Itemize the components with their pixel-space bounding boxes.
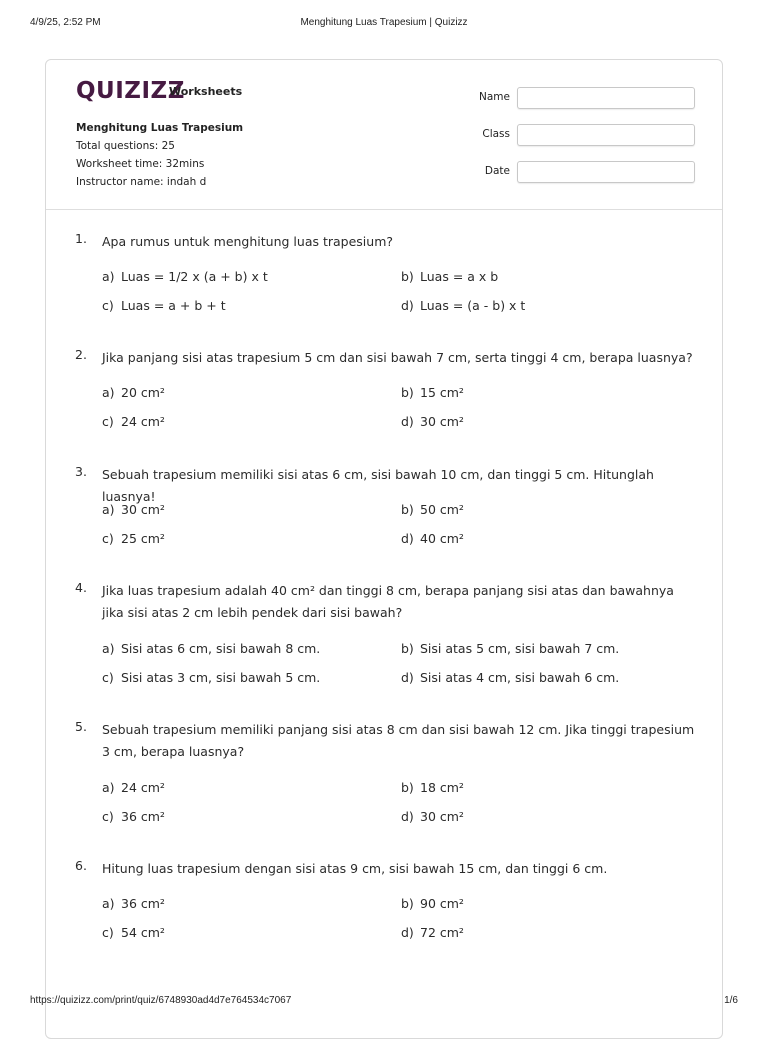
option-b: b) 18 cm² (401, 780, 464, 795)
option-d: d) 30 cm² (401, 414, 464, 429)
class-label: Class (482, 128, 510, 140)
question-number: 3. (75, 464, 87, 479)
option-b: b) Sisi atas 5 cm, sisi bawah 7 cm. (401, 641, 620, 656)
option-c: c) Luas = a + b + t (102, 298, 226, 313)
option-c: c) 36 cm² (102, 809, 165, 824)
option-c: c) 25 cm² (102, 531, 165, 546)
worksheets-label: Worksheets (169, 85, 243, 98)
print-footer (30, 995, 738, 1009)
option-d: d) 40 cm² (401, 531, 464, 546)
class-field[interactable] (517, 124, 695, 146)
total-questions: Total questions: 25 (76, 140, 175, 152)
option-c: c) 54 cm² (102, 925, 165, 940)
question-text: Apa rumus untuk menghitung luas trapesium? (102, 234, 394, 249)
question-number: 2. (75, 347, 87, 362)
option-d: d) Luas = (a - b) x t (401, 298, 526, 313)
quizizz-logo: QUIZIZZ (76, 78, 185, 104)
option-a: a) 24 cm² (102, 780, 165, 795)
worksheet-info (76, 119, 243, 191)
date-label: Date (484, 165, 510, 177)
question-text: Sebuah trapesium memiliki panjang sisi atas 8 cm dan sisi bawah 12 cm. Jika tinggi trapesium 3 cm, berapa luasnya? (102, 722, 695, 759)
question-number: 6. (75, 858, 87, 873)
print-page-title: Menghitung Luas Trapesium | Quizizz (300, 17, 468, 28)
option-d: d) 30 cm² (401, 809, 464, 824)
worksheet-time: Worksheet time: 32mins (76, 158, 205, 170)
question-number: 1. (75, 231, 87, 246)
print-url[interactable]: https://quizizz.com/print/quiz/6748930ad4d7e764534c7067 (30, 995, 292, 1006)
worksheet-title: Menghitung Luas Trapesium (76, 122, 244, 134)
print-header (30, 17, 738, 31)
option-a: a) Luas = 1/2 x (a + b) x t (102, 269, 268, 284)
option-b: b) 90 cm² (401, 896, 464, 911)
option-a: a) 20 cm² (102, 385, 165, 400)
question-text: Jika panjang sisi atas trapesium 5 cm dan sisi bawah 7 cm, serta tinggi 4 cm, berapa luasnya? (102, 350, 693, 365)
option-c: c) 24 cm² (102, 414, 165, 429)
print-datetime: 4/9/25, 2:52 PM (30, 17, 101, 28)
option-d: d) 72 cm² (401, 925, 464, 940)
option-a: a) 36 cm² (102, 896, 165, 911)
question-text: Hitung luas trapesium dengan sisi atas 9 cm, sisi bawah 15 cm, dan tinggi 6 cm. (102, 861, 608, 876)
option-a: a) 30 cm² (102, 502, 165, 517)
question-number: 5. (75, 719, 87, 734)
option-a: a) Sisi atas 6 cm, sisi bawah 8 cm. (102, 641, 321, 656)
worksheet-card (45, 59, 723, 1039)
instructor-name: Instructor name: indah d (76, 176, 207, 188)
date-field[interactable] (517, 161, 695, 183)
name-label: Name (479, 91, 510, 103)
option-b: b) 50 cm² (401, 502, 464, 517)
page-indicator: 1/6 (724, 995, 738, 1006)
question-text: Sebuah trapesium memiliki sisi atas 6 cm, sisi bawah 10 cm, dan tinggi 5 cm. Hitunglah luasnya! (102, 467, 654, 504)
worksheet-header (46, 60, 722, 210)
name-field[interactable] (517, 87, 695, 109)
option-c: c) Sisi atas 3 cm, sisi bawah 5 cm. (102, 670, 321, 685)
question-number: 4. (75, 580, 87, 595)
option-d: d) Sisi atas 4 cm, sisi bawah 6 cm. (401, 670, 620, 685)
question-text: Jika luas trapesium adalah 40 cm² dan tinggi 8 cm, berapa panjang sisi atas dan bawahnya jika sisi atas 2 cm lebih pendek dari sisi bawah? (102, 583, 674, 620)
option-b: b) 15 cm² (401, 385, 464, 400)
option-b: b) Luas = a x b (401, 269, 499, 284)
